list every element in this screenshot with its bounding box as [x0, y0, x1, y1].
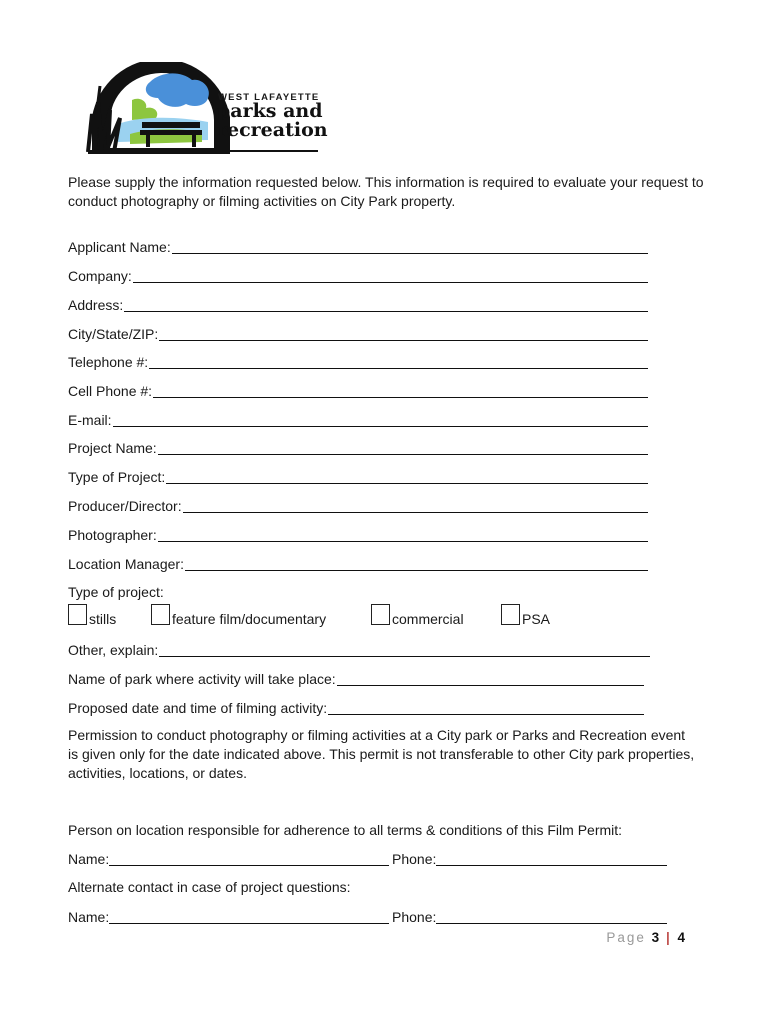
input-line[interactable] — [109, 909, 389, 924]
input-line[interactable] — [185, 556, 648, 571]
input-line[interactable] — [172, 239, 648, 254]
input-line[interactable] — [158, 527, 648, 542]
input-line[interactable] — [328, 700, 644, 715]
email-field[interactable] — [68, 409, 648, 429]
field-label: Telephone #: — [68, 354, 149, 370]
address-field[interactable] — [68, 294, 648, 314]
project-name-field[interactable] — [68, 437, 648, 457]
field-label: Name: — [68, 851, 110, 867]
page-separator: | — [665, 930, 672, 945]
field-label: Name: — [68, 909, 110, 925]
field-label: Other, explain: — [68, 642, 159, 658]
field-label: Applicant Name: — [68, 239, 171, 255]
psa-checkbox[interactable] — [501, 604, 520, 625]
photographer-field[interactable] — [68, 524, 648, 544]
input-line[interactable] — [183, 498, 648, 513]
input-line[interactable] — [133, 268, 648, 283]
field-label: Name of park where activity will take place: — [68, 671, 336, 687]
input-line[interactable] — [153, 383, 648, 398]
field-label: Location Manager: — [68, 556, 184, 572]
input-line[interactable] — [166, 469, 648, 484]
producer-director-field[interactable] — [68, 495, 648, 515]
page-number: 3 — [651, 930, 661, 945]
responsible-name-field[interactable] — [68, 848, 389, 868]
feature-film-checkbox[interactable] — [151, 604, 170, 625]
cell-phone-field[interactable] — [68, 380, 648, 400]
input-line[interactable] — [436, 851, 667, 866]
stills-checkbox[interactable] — [68, 604, 87, 625]
page-word: Page — [606, 930, 646, 945]
commercial-checkbox[interactable] — [371, 604, 390, 625]
feature-film-label: feature film/documentary — [172, 611, 327, 627]
project-type-options — [68, 604, 668, 628]
psa-label: PSA — [522, 611, 551, 627]
input-line[interactable] — [109, 851, 389, 866]
applicant-name-field[interactable] — [68, 236, 648, 256]
logo-line-recreation: recreation — [217, 119, 328, 141]
alternate-phone-field[interactable] — [392, 906, 667, 926]
permission-paragraph: Permission to conduct photography or filming activities at a City park or Parks and Recreation event is given only for the date indicated above. This permit is not transferable to other City park properties, activities, locations, or dates. — [68, 727, 695, 781]
input-line[interactable] — [159, 642, 650, 657]
alternate-name-field[interactable] — [68, 906, 389, 926]
field-label: Proposed date and time of filming activity: — [68, 700, 328, 716]
field-label: Type of Project: — [68, 469, 166, 485]
input-line[interactable] — [149, 354, 648, 369]
input-line[interactable] — [337, 671, 644, 686]
other-explain-field[interactable] — [68, 639, 650, 659]
stills-label: stills — [89, 611, 117, 627]
company-field[interactable] — [68, 265, 648, 285]
responsible-phone-field[interactable] — [392, 848, 667, 868]
type-of-project-heading: Type of project: — [68, 584, 164, 600]
logo-department-name — [217, 102, 328, 140]
field-label: Company: — [68, 268, 132, 284]
field-label: City/State/ZIP: — [68, 326, 159, 342]
responsible-person-heading: Person on location responsible for adherence to all terms & conditions of this Film Permit: — [68, 822, 623, 838]
location-manager-field[interactable] — [68, 553, 648, 573]
field-label: Phone: — [392, 909, 437, 925]
intro-paragraph: Please supply the information requested below. This information is required to evaluate your request to conduct photography or filming activities on City Park property. — [68, 174, 704, 209]
field-label: Phone: — [392, 851, 437, 867]
field-label: Project Name: — [68, 440, 157, 456]
logo-city-name: WEST LAFAYETTE — [218, 92, 320, 103]
input-line[interactable] — [113, 412, 648, 427]
telephone-field[interactable] — [68, 351, 648, 371]
field-label: E-mail: — [68, 412, 112, 428]
input-line[interactable] — [124, 297, 648, 312]
input-line[interactable] — [158, 440, 648, 455]
page-total: 4 — [677, 930, 686, 945]
field-label: Producer/Director: — [68, 498, 182, 514]
field-label: Address: — [68, 297, 124, 313]
city-state-zip-field[interactable] — [68, 323, 648, 343]
type-of-project-field[interactable] — [68, 466, 648, 486]
logo-underline — [200, 150, 318, 152]
input-line[interactable] — [159, 326, 648, 341]
alternate-contact-heading: Alternate contact in case of project questions: — [68, 879, 351, 895]
logo-line-parks: parks and — [217, 100, 323, 122]
park-name-field[interactable] — [68, 668, 644, 688]
commercial-label: commercial — [392, 611, 464, 627]
page-footer — [606, 930, 686, 945]
proposed-date-field[interactable] — [68, 697, 644, 717]
input-line[interactable] — [436, 909, 667, 924]
field-label: Photographer: — [68, 527, 157, 543]
field-label: Cell Phone #: — [68, 383, 153, 399]
